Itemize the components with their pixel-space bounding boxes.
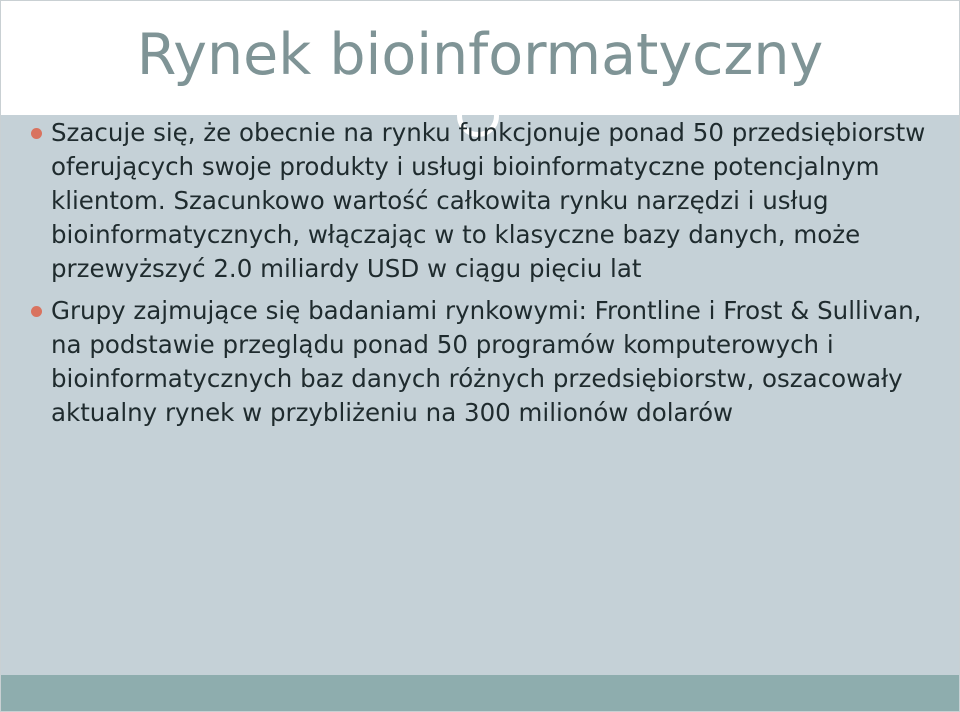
bullet-dot-icon bbox=[31, 128, 42, 139]
bullet-text: Szacuje się, że obecnie na rynku funkcjonuje ponad 50 przedsiębiorstw oferujących swoje produkty i usługi bioinformatyczne potencjalnym klientom. Szacunkowo wartość całkowita rynku narzędzi i usług bioinformatycznych, włączając w to klasyczne bazy danych, może przewyższyć 2.0 miliardy USD w ciągu pięciu lat bbox=[51, 118, 926, 283]
bullet-list bbox=[51, 116, 931, 438]
bullet-text: Grupy zajmujące się badaniami rynkowymi: Frontline i Frost & Sullivan, na podstawie przeglądu ponad 50 programów komputerowych i bioinformatycznych baz danych różnych przedsiębiorstw, oszacowały aktualny rynek w przybliżeniu na 300 milionów dolarów bbox=[51, 296, 922, 427]
bullet-item-research-groups bbox=[51, 294, 931, 430]
bullet-item-market-estimate bbox=[51, 116, 931, 286]
slide-title: Rynek bioinformatyczny bbox=[136, 22, 824, 88]
footer-band bbox=[1, 675, 959, 711]
bullet-dot-icon bbox=[31, 306, 42, 317]
